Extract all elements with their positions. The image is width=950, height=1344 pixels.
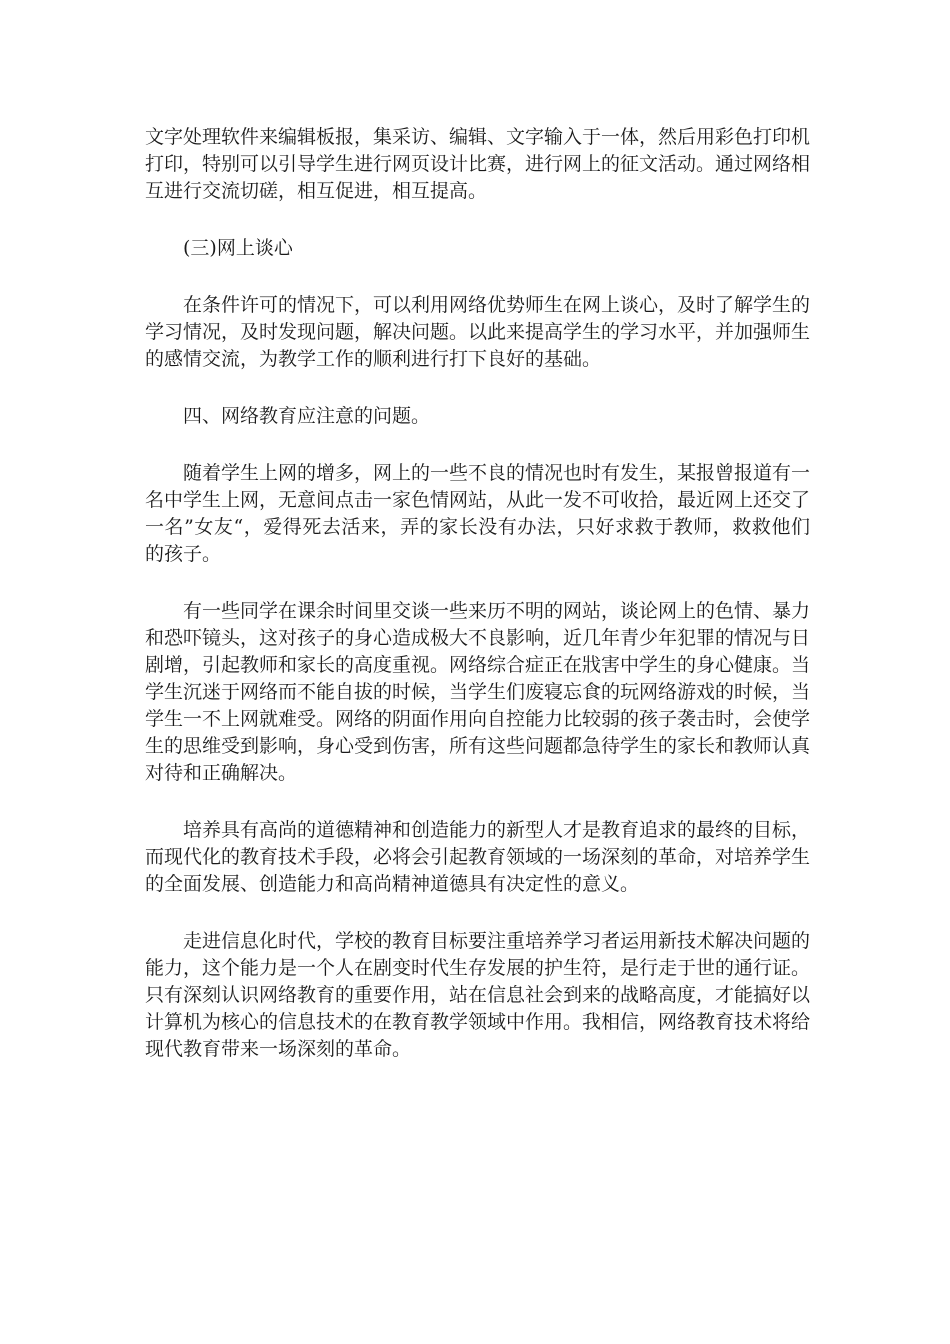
document-body [145, 124, 810, 1093]
paragraph-negative-effects: 有一些同学在课余时间里交谈一些来历不明的网站，谈论网上的色情、暴力和恐吓镜头，这对孩子的身心造成极大不良影响，近几年青少年犯罪的情况与日剧增，引起教师和家长的高度重视。网络综合症正在戕害中学生的身心健康。当学生沉迷于网络而不能自拔的时候，当学生们废寝忘食的玩网络游戏的时候，当学生一不上网就难受。网络的阴面作用向自控能力比较弱的孩子袭击时，会使学生的思维受到影响，身心受到伤害，所有这些问题都急待学生的家长和教师认真对待和正确解决。 [145, 600, 811, 784]
paragraph-news-report: 随着学生上网的增多，网上的一些不良的情况也时有发生，某报曾报道有一名中学生上网，无意间点击一家色情网站，从此一发不可收拾，最近网上还交了一名”女友“，爱得死去活来，弄的家长没有办法，只好求救于教师，救救他们的孩子。 [145, 462, 811, 565]
paragraph-online-chat: 在条件许可的情况下，可以利用网络优势师生在网上谈心，及时了解学生的学习情况，及时发现问题，解决问题。以此来提高学生的学习水平，并加强师生的感情交流，为教学工作的顺利进行打下良好的基础。 [145, 294, 811, 370]
paragraph-continued: 文字处理软件来编辑板报，集采访、编辑、文字输入于一体，然后用彩色打印机打印，特别可以引导学生进行网页设计比赛，进行网上的征文活动。通过网络相互进行交流切磋，相互促进，相互提高。 [145, 126, 811, 202]
paragraph-education-goal: 培养具有高尚的道德精神和创造能力的新型人才是教育追求的最终的目标，而现代化的教育技术手段，必将会引起教育领域的一场深刻的革命，对培养学生的全面发展、创造能力和高尚精神道德具有决定性的意义。 [145, 819, 811, 895]
section-heading-online-chat: (三)网上谈心 [183, 237, 293, 259]
paragraph-information-age: 走进信息化时代，学校的教育目标要注重培养学习者运用新技术解决问题的能力，这个能力是一个人在剧变时代生存发展的护生符，是行走于世的通行证。只有深刻认识网络教育的重要作用，站在信息社会到来的战略高度，才能搞好以计算机为核心的信息技术的在教育教学领域中作用。我相信，网络教育技术将给现代教育带来一场深刻的革命。 [145, 930, 811, 1060]
section-heading-issues: 四、网络教育应注意的问题。 [183, 405, 431, 427]
